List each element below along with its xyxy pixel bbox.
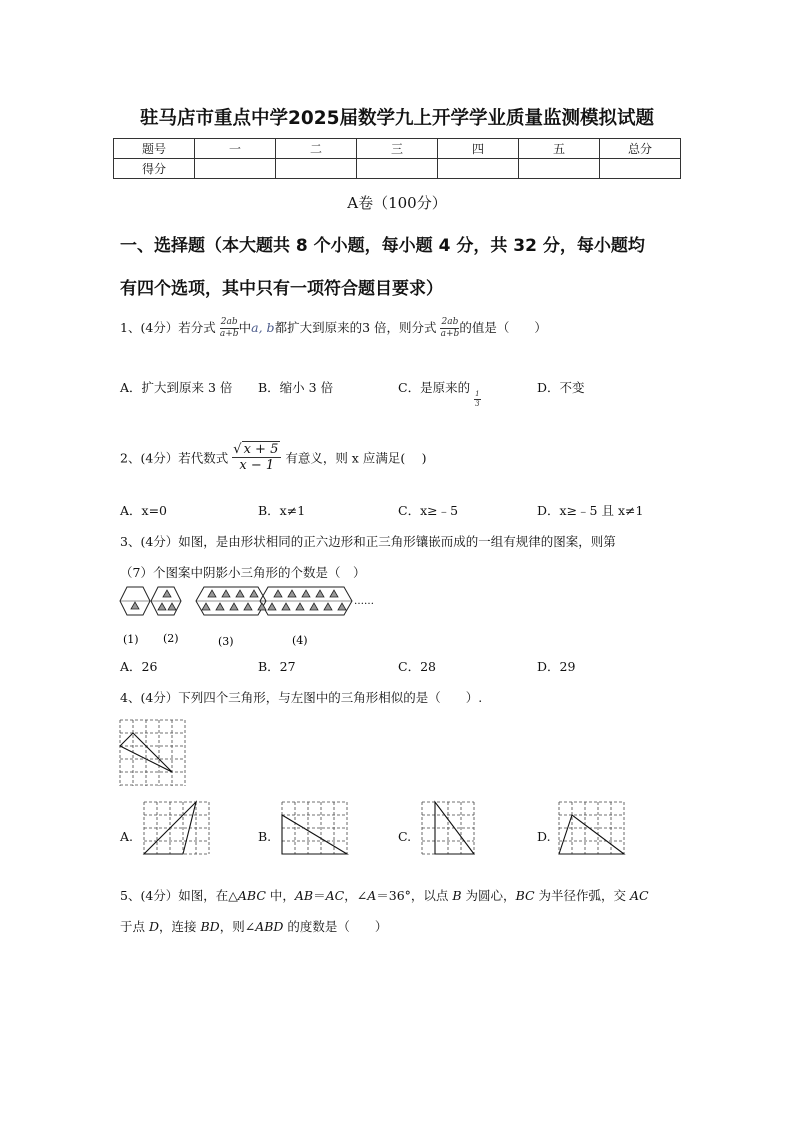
q5-text: 为半径作弧，交 <box>534 888 630 903</box>
q1-option-c[interactable] <box>398 378 481 408</box>
part1-heading-line1: 一、选择题（本大题共 8 个小题，每小题 4 分，共 32 分，每小题均 <box>120 236 645 256</box>
q2-option-d[interactable]: D．x≥﹣5 且 x≠1 <box>537 503 644 518</box>
score-cell <box>438 159 519 179</box>
question-3-line2: （7）个图案中阴影小三角形的个数是（ ） <box>120 565 366 580</box>
q1-prefix: 1、(4分）若分式 <box>120 320 216 335</box>
q5-text: ＝36°，以点 <box>376 888 453 903</box>
q5-var: BD <box>200 919 220 934</box>
q2-option-c[interactable]: C．x≥﹣5 <box>398 503 459 518</box>
q1-option-a[interactable]: A．扩大到原来 3 倍 <box>120 380 233 395</box>
score-cell <box>357 159 438 179</box>
q5-text: ＝ <box>313 888 326 903</box>
q5-var: AB <box>294 888 314 903</box>
q1-fraction <box>220 318 239 339</box>
q3-label-1: (1) <box>123 633 139 646</box>
q5-text: 中， <box>265 888 295 903</box>
q1-frac2-num: 2ab <box>441 317 459 327</box>
q3-option-a[interactable]: A．26 <box>120 659 158 674</box>
q1-suffix: 的值是（ ） <box>459 320 547 335</box>
q5-var: ABC <box>237 888 266 903</box>
q4-option-b-grid[interactable] <box>280 800 352 858</box>
q3-label-4: (4) <box>292 634 308 647</box>
q2-prefix: 2、(4分）若代数式 <box>120 450 229 466</box>
q4-option-a-label[interactable]: A. <box>120 829 134 844</box>
q5-text: 于点 <box>120 919 149 934</box>
q3-ellipsis: …… <box>354 596 374 607</box>
q1-option-c-fraction <box>474 391 480 408</box>
score-cell <box>195 159 276 179</box>
q5-var: AC <box>630 888 649 903</box>
q5-var: A <box>367 888 377 903</box>
q5-text: 5、(4分）如图，在△ <box>120 888 238 903</box>
q4-option-b-triangle <box>282 815 347 854</box>
exam-title: 驻马店市重点中学2025届数学九上开学学业质量监测模拟试题 <box>140 108 654 129</box>
q1-mid1: 中 <box>238 320 252 335</box>
question-5-line1 <box>120 886 649 904</box>
q1-c-frac-den: 3 <box>475 400 480 408</box>
q4-option-d-triangle <box>559 815 624 854</box>
q5-var: BC <box>515 888 535 903</box>
q1-option-d[interactable]: D．不变 <box>537 380 585 395</box>
q5-var: AC <box>325 888 345 903</box>
score-header-cell: 二 <box>276 139 357 159</box>
q4-option-d-label[interactable]: D. <box>537 829 551 844</box>
score-header-cell: 总分 <box>600 139 681 159</box>
score-table-score-row <box>114 159 681 179</box>
q2-option-a[interactable]: A．x=0 <box>120 503 168 518</box>
q3-label-2: (2) <box>163 632 179 645</box>
score-cell <box>276 159 357 179</box>
q5-var: D <box>148 919 160 934</box>
q4-option-c-grid[interactable] <box>420 800 492 858</box>
score-cell <box>519 159 600 179</box>
score-row-label: 得分 <box>114 159 195 179</box>
score-header-cell: 三 <box>357 139 438 159</box>
q3-label-3: (3) <box>218 635 234 648</box>
section-a-heading: A卷（100分） <box>347 194 447 212</box>
score-header-cell: 题号 <box>114 139 195 159</box>
q3-option-d[interactable]: D．29 <box>537 659 576 674</box>
q3-shaded-triangles <box>131 590 346 610</box>
q2-radicand: x + 5 <box>243 442 279 457</box>
q1-frac-num: 2ab <box>220 317 238 327</box>
q5-text: ，∠ <box>344 888 368 903</box>
q1-option-b[interactable]: B．缩小 3 倍 <box>258 380 334 395</box>
q4-option-b-label[interactable]: B. <box>258 829 272 844</box>
part1-heading-line2: 有四个选项，其中只有一项符合题目要求） <box>120 279 443 299</box>
q1-frac-den: a+b <box>219 329 239 339</box>
q2-frac-den: x − 1 <box>239 458 275 473</box>
q5-text: ，连接 <box>159 919 201 934</box>
q4-option-a-grid[interactable] <box>142 800 214 858</box>
question-4: 4、(4分）下列四个三角形，与左图中的三角形相似的是（ ）. <box>120 690 483 705</box>
question-3-line1: 3、(4分）如图，是由形状相同的正六边形和正三角形镶嵌而成的一组有规律的图案，则第 <box>120 534 616 549</box>
q2-option-b[interactable]: B．x≠1 <box>258 503 306 518</box>
q1-frac2-den: a+b <box>440 329 460 339</box>
score-header-cell: 四 <box>438 139 519 159</box>
q1-option-c-text: C．是原来的 <box>398 380 471 395</box>
question-2 <box>120 443 427 472</box>
q1-mid2: 都扩大到原来的3 倍，则分式 <box>274 320 437 335</box>
q5-var: B <box>452 888 462 903</box>
q3-option-b[interactable]: B．27 <box>258 659 296 674</box>
q1-vars: a, b <box>251 320 275 335</box>
score-header-cell: 五 <box>519 139 600 159</box>
q1-c-frac-num: 1 <box>475 390 480 398</box>
score-table <box>113 138 681 179</box>
q1-fraction-2 <box>440 318 459 339</box>
q5-var: ABD <box>255 919 284 934</box>
q5-text: ，则∠ <box>219 919 256 934</box>
q2-fraction <box>232 443 281 472</box>
q5-text: 为圆心， <box>461 888 516 903</box>
q2-suffix: 有意义，则 x 应满足( ) <box>285 450 427 466</box>
score-header-cell: 一 <box>195 139 276 159</box>
q3-option-c[interactable]: C．28 <box>398 659 436 674</box>
question-1 <box>120 318 547 339</box>
q5-text: 的度数是（ ） <box>283 919 388 934</box>
q4-reference-grid <box>118 718 190 788</box>
q2-frac-num: √ x + 5 <box>232 443 281 458</box>
score-cell <box>600 159 681 179</box>
q3-pattern-figure <box>118 586 398 652</box>
q4-option-d-grid[interactable] <box>557 800 629 858</box>
q4-option-c-label[interactable]: C. <box>398 829 412 844</box>
score-table-header-row <box>114 139 681 159</box>
question-5-line2 <box>120 917 387 935</box>
